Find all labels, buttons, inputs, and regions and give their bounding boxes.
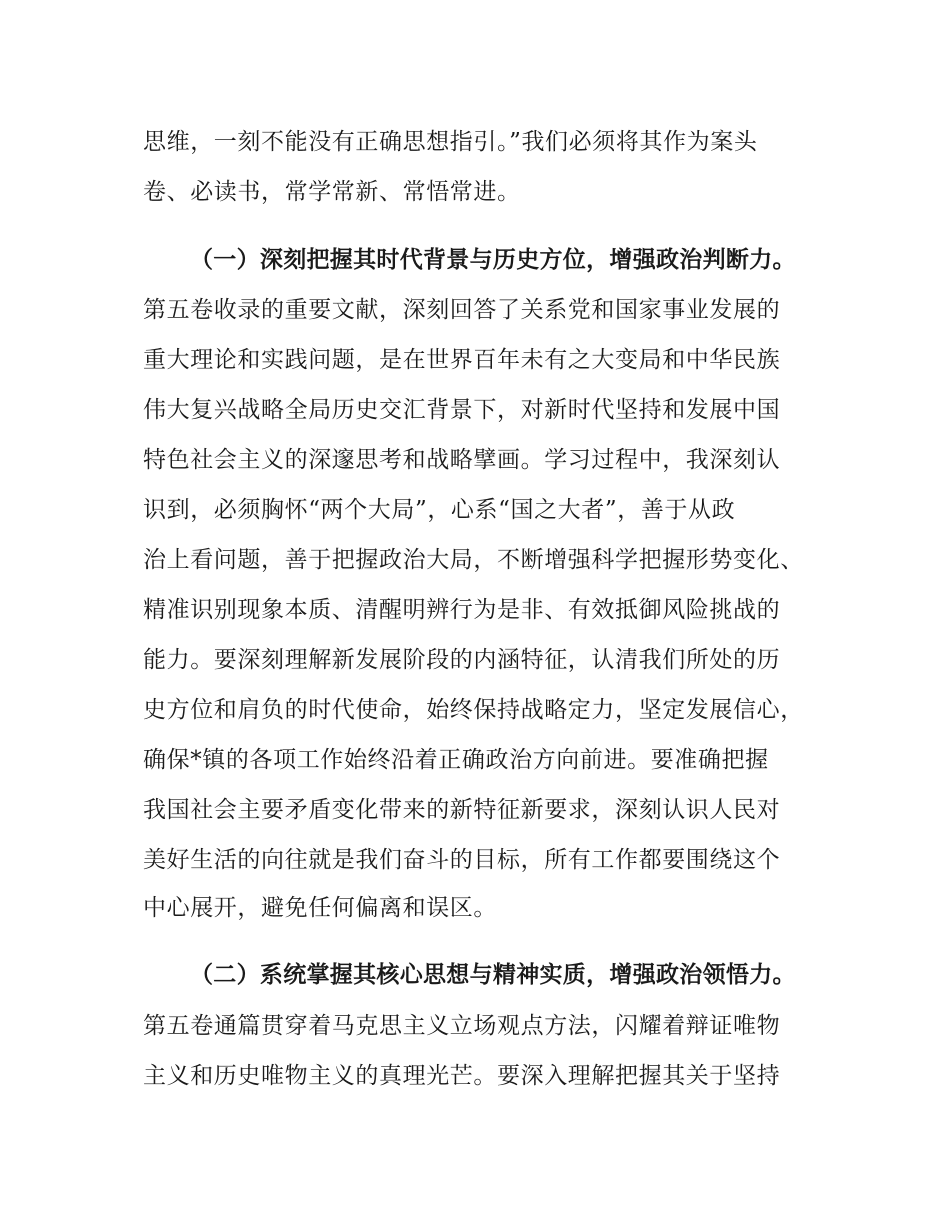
body-text-line: 重大理论和实践问题，是在世界百年未有之大变局和中华民族 [143,347,781,373]
body-text-line: 确保*镇的各项工作始终沿着正确政治方向前进。要准确把握 [143,747,769,773]
body-text-line: 卷、必读书，常学常新、常悟常进。 [143,179,521,205]
body-text-line: 能力。要深刻理解新发展阶段的内涵特征，认清我们所处的历 [143,647,781,673]
body-text-line: 我国社会主要矛盾变化带来的新特征新要求，深刻认识人民对 [143,797,781,823]
body-text-line: 思维，一刻不能没有正确思想指引。”我们必须将其作为案头 [143,129,758,155]
body-text-line: 治上看问题，善于把握政治大局，不断增强科学把握形势变化、 [143,547,804,573]
body-text-line: 史方位和肩负的时代使命，始终保持战略定力，坚定发展信心， [143,697,804,723]
section-heading-2: （二）系统掌握其核心思想与精神实质，增强政治领悟力。 [190,962,796,988]
body-text-line: 识到，必须胸怀“两个大局”，心系“国之大者”，善于从政 [143,497,736,523]
body-text-line: 美好生活的向往就是我们奋斗的目标，所有工作都要围绕这个 [143,847,781,873]
section-heading-1: （一）深刻把握其时代背景与历史方位，增强政治判断力。 [190,247,796,273]
body-text-line: 第五卷通篇贯穿着马克思主义立场观点方法，闪耀着辩证唯物 [143,1013,781,1039]
body-text-line: 第五卷收录的重要文献，深刻回答了关系党和国家事业发展的 [143,297,781,323]
body-text-line: 伟大复兴战略全局历史交汇背景下，对新时代坚持和发展中国 [143,397,781,423]
body-text-line: 特色社会主义的深邃思考和战略擘画。学习过程中，我深刻认 [143,447,781,473]
body-text-line: 主义和历史唯物主义的真理光芒。要深入理解把握其关于坚持 [143,1063,781,1089]
body-text-line: 精准识别现象本质、清醒明辨行为是非、有效抵御风险挑战的 [143,597,781,623]
body-text-line: 中心展开，避免任何偏离和误区。 [143,895,497,921]
